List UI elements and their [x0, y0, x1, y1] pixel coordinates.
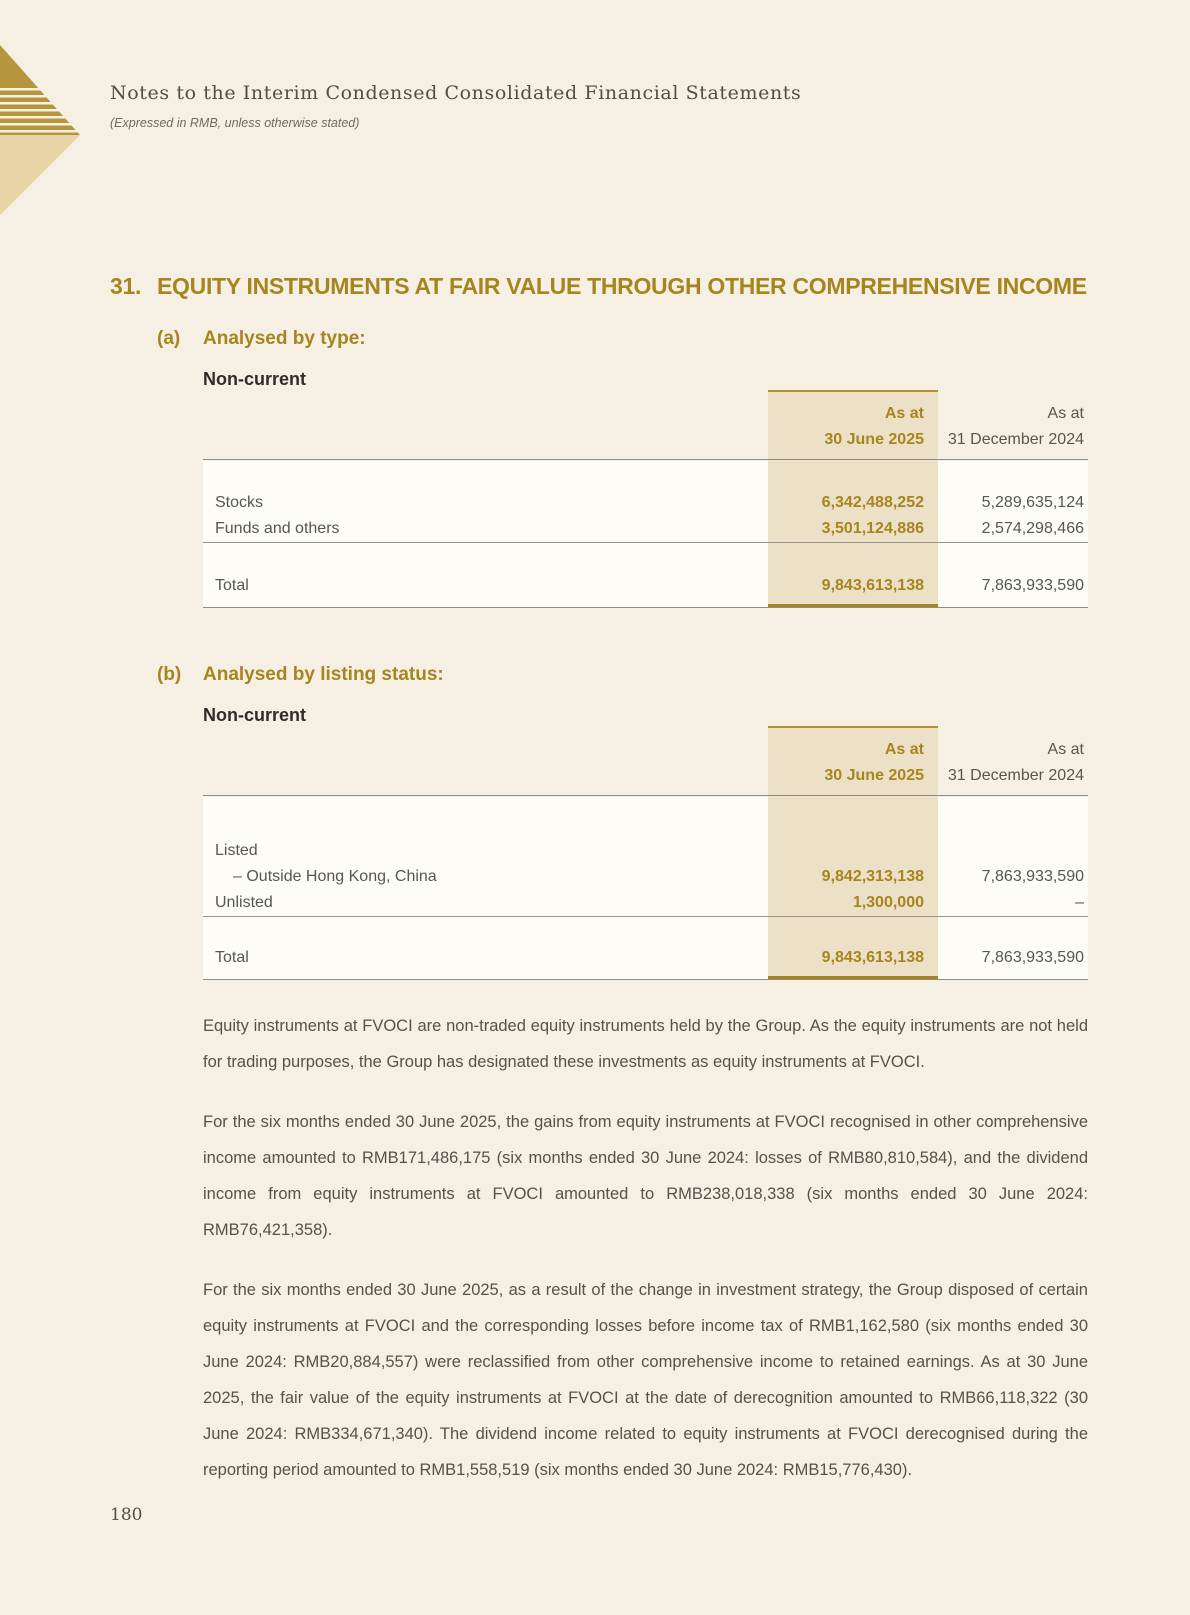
- section-title-text: EQUITY INSTRUMENTS AT FAIR VALUE THROUGH OTHER COMPREHENSIVE INCOME: [157, 273, 1087, 299]
- row-label: Unlisted: [215, 894, 273, 911]
- column-header-prior: As at 31 December 2024: [947, 405, 1084, 448]
- row-value-current: 6,342,488,252: [821, 494, 924, 511]
- column-header-current: As at 30 June 2025: [824, 405, 924, 448]
- narrative-paragraphs: [203, 1008, 1088, 1488]
- table-row: [203, 838, 1088, 864]
- row-label: – Outside Hong Kong, China: [233, 868, 437, 885]
- main-content: [110, 272, 1095, 1488]
- subsection-a-heading: Analysed by type:: [203, 328, 366, 349]
- row-label: Stocks: [215, 494, 264, 511]
- row-value-prior: [938, 838, 1088, 864]
- row-value-current: 9,842,313,138: [821, 868, 924, 885]
- table-row: [203, 864, 1088, 890]
- row-value-prior: 2,574,298,466: [981, 520, 1084, 537]
- corner-triangle-logo-icon: [0, 42, 90, 217]
- paragraph: For the six months ended 30 June 2025, the gains from equity instruments at FVOCI recognised in other comprehensive income amounted to RMB171,486,175 (six months ended 30 June 2024: losses of RMB80,810,584), and the dividend income from equity instruments at FVOCI amounted to RMB238,018,338 (six months ended 30 June 2024: RMB76,421,358).: [203, 1113, 1088, 1239]
- total-label: Total: [215, 949, 249, 966]
- subsection-b: [110, 662, 1095, 980]
- table-header-row: [203, 726, 1088, 796]
- page-number: 180: [110, 1505, 143, 1525]
- table-analysed-by-type: [203, 390, 1088, 608]
- paragraph: Equity instruments at FVOCI are non-traded equity instruments held by the Group. As the equity instruments are not held for trading purposes, the Group has designated these investments as equity instruments at FVOCI.: [203, 1017, 1088, 1071]
- subsection-a-label: (a): [157, 328, 181, 349]
- subsection-b-label: (b): [157, 664, 182, 685]
- row-value-current: 3,501,124,886: [821, 520, 924, 537]
- column-header-current: As at 30 June 2025: [824, 741, 924, 784]
- table-total-row: [203, 573, 1088, 607]
- paragraph: For the six months ended 30 June 2025, as a result of the change in investment strategy, the Group disposed of certain equity instruments at FVOCI and the corresponding losses before income tax of RMB1,162,580 (six months ended 30 June 2024: RMB20,884,557) were reclassified from other comprehensive income to retained earnings. As at 30 June 2025, the fair value of the equity instruments at FVOCI at the date of derecognition amounted to RMB66,118,322 (30 June 2024: RMB334,671,340). The dividend income related to equity instruments at FVOCI derecognised during the reporting period amounted to RMB1,558,519 (six months ended 30 June 2024: RMB15,776,430).: [203, 1281, 1088, 1479]
- section-title: [110, 272, 1095, 300]
- row-value-prior: 7,863,933,590: [981, 868, 1084, 885]
- total-label: Total: [215, 577, 249, 594]
- row-value-current: [768, 838, 938, 864]
- row-label: Funds and others: [215, 520, 340, 537]
- row-label: Listed: [215, 842, 258, 859]
- total-value-current: 9,843,613,138: [821, 949, 924, 966]
- table-total-row: [203, 945, 1088, 979]
- table-row: [203, 490, 1088, 516]
- subsection-a: [110, 326, 1095, 608]
- table-row: [203, 890, 1088, 916]
- column-header-prior: As at 31 December 2024: [947, 741, 1084, 784]
- subsection-b-heading: Analysed by listing status:: [203, 664, 444, 685]
- row-value-prior: –: [1075, 894, 1084, 911]
- total-value-prior: 7,863,933,590: [981, 949, 1084, 966]
- table-analysed-by-listing-status: [203, 726, 1088, 980]
- subsection-a-subheading: Non-current: [203, 369, 306, 389]
- total-value-current: 9,843,613,138: [821, 577, 924, 594]
- document-subtitle: (Expressed in RMB, unless otherwise stated): [110, 116, 360, 130]
- document-title: Notes to the Interim Condensed Consolidated Financial Statements: [110, 82, 802, 104]
- row-value-current: 1,300,000: [852, 894, 924, 911]
- document-header: [110, 82, 1010, 130]
- total-value-prior: 7,863,933,590: [981, 577, 1084, 594]
- section-number: 31.: [110, 273, 142, 299]
- table-header-row: [203, 390, 1088, 460]
- subsection-b-subheading: Non-current: [203, 705, 306, 725]
- row-value-prior: 5,289,635,124: [981, 494, 1084, 511]
- table-row: [203, 516, 1088, 542]
